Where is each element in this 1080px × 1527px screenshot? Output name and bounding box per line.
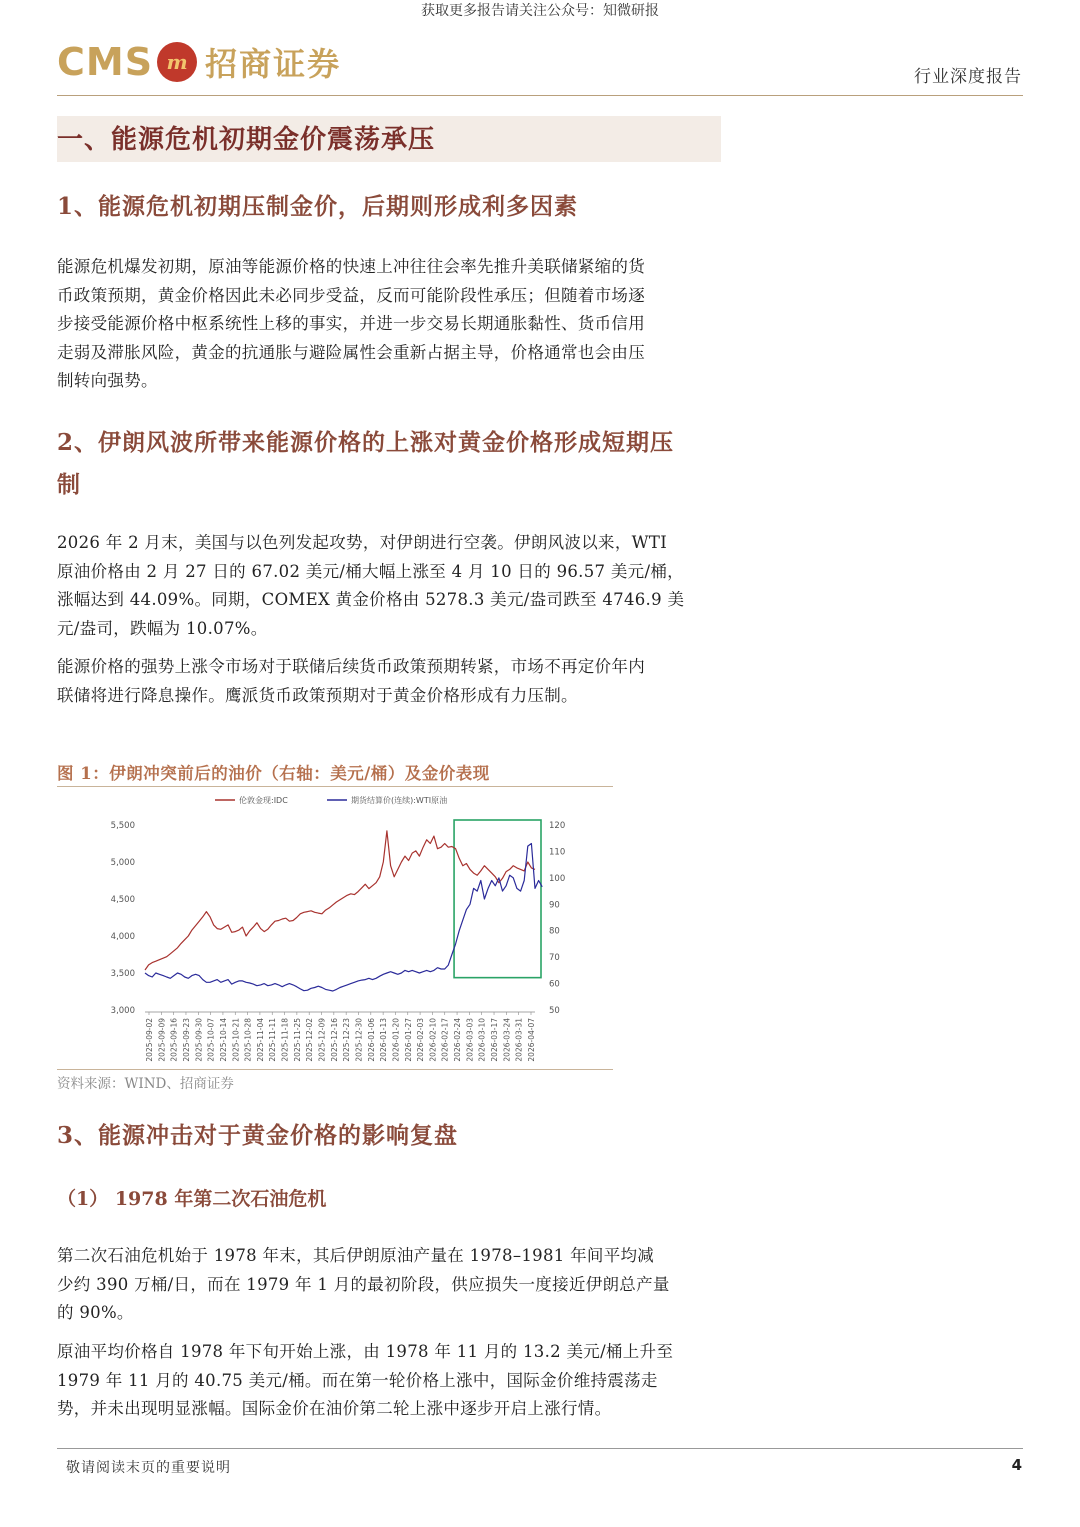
footer-divider <box>57 1448 1023 1449</box>
y-right-tick-label: 100 <box>549 873 566 884</box>
x-tick-label: 2025-10-14 <box>218 1018 228 1062</box>
x-tick-label: 2026-02-24 <box>453 1018 463 1062</box>
section-banner <box>57 116 721 162</box>
series-line-gold <box>145 831 535 970</box>
logo-badge-icon: m <box>157 42 197 82</box>
y-right-tick-label: 90 <box>549 900 560 911</box>
y-axis-left <box>111 821 135 1016</box>
x-tick-label: 2026-01-27 <box>403 1018 413 1062</box>
x-tick-label: 2026-02-10 <box>428 1018 438 1062</box>
legend-label-oil: 期货结算价(连续):WTI原油 <box>351 796 448 805</box>
paragraph-line: 1979 年 11 月的 40.75 美元/桶。而在第一轮价格上涨中，国际金价维持震荡走 <box>57 1370 658 1390</box>
y-left-tick-label: 3,500 <box>110 969 135 979</box>
x-tick-label: 2026-03-17 <box>490 1018 500 1062</box>
paragraph-line: 少约 390 万桶/日，而在 1979 年 1 月的最初阶段，供应损失一度接近伊朗总产量 <box>57 1274 670 1294</box>
x-tick-label: 2025-12-23 <box>342 1018 352 1062</box>
x-tick-label: 2025-10-28 <box>243 1018 253 1062</box>
y-left-tick-label: 5,500 <box>110 821 135 831</box>
paragraph-line: 的 90%。 <box>57 1303 134 1322</box>
heading-line: 2、伊朗风波所带来能源价格的上涨对黄金价格形成短期压 <box>57 429 675 456</box>
subheading-1: （1） 1978 年第二次石油危机 <box>57 1188 327 1210</box>
x-tick-label: 2025-11-11 <box>268 1018 278 1062</box>
y-right-tick-label: 120 <box>549 821 566 831</box>
document-type: 行业深度报告 <box>914 67 1022 87</box>
paragraph-line: 联储将进行降息操作。鹰派货币政策预期对于黄金价格形成有力压制。 <box>57 685 578 705</box>
x-tick-label: 2025-12-16 <box>329 1018 339 1062</box>
paragraph-line: 制转向强势。 <box>57 371 158 390</box>
y-right-tick-label: 70 <box>549 953 560 964</box>
logo-latin: CMS <box>57 40 154 84</box>
x-tick-label: 2026-03-24 <box>502 1018 512 1062</box>
page-number: 4 <box>1011 1456 1022 1474</box>
plot-area <box>145 820 542 991</box>
x-tick-label: 2026-03-10 <box>477 1018 487 1062</box>
y-left-tick-label: 3,000 <box>110 1006 135 1016</box>
figure-title: 图 1：伊朗冲突前后的油价（右轴：美元/桶）及金价表现 <box>57 764 490 783</box>
paragraph-line: 币政策预期，黄金价格因此未必同步受益，反而可能阶段性承压；但随着市场逐 <box>57 285 645 305</box>
paragraph-4 <box>57 1242 719 1328</box>
heading-line: 制 <box>57 471 81 498</box>
figure-bottom-rule <box>57 1069 613 1070</box>
paragraph-line: 步接受能源价格中枢系统性上移的事实，并进一步交易长期通胀黏性、货币信用 <box>57 314 645 333</box>
x-tick-label: 2026-02-03 <box>416 1018 426 1062</box>
y-left-tick-label: 4,500 <box>110 895 135 905</box>
x-axis <box>145 1012 536 1062</box>
y-right-tick-label: 60 <box>549 979 560 990</box>
chart-legend <box>215 795 447 805</box>
paragraph-line: 元/盎司，跌幅为 10.07%。 <box>57 618 268 638</box>
x-tick-label: 2025-11-18 <box>280 1018 290 1062</box>
legend-label-gold: 伦敦金现:IDC <box>239 796 288 805</box>
heading-1: 1、能源危机初期压制金价，后期则形成利多因素 <box>57 193 579 220</box>
heading-2 <box>57 422 674 506</box>
paragraph-1 <box>57 253 719 396</box>
x-tick-label: 2026-01-13 <box>379 1018 389 1062</box>
section-title: 一、能源危机初期金价震荡承压 <box>57 125 436 155</box>
figure-source: 资料来源：WIND、招商证券 <box>57 1076 234 1092</box>
highlight-box <box>454 820 541 978</box>
footer-note: 敬请阅读末页的重要说明 <box>66 1460 231 1476</box>
x-tick-label: 2026-01-20 <box>391 1018 401 1062</box>
header-divider <box>57 95 1023 96</box>
series-line-oil <box>145 844 542 992</box>
x-tick-label: 2025-12-09 <box>317 1018 327 1062</box>
x-tick-label: 2025-11-04 <box>255 1018 265 1062</box>
x-tick-label: 2025-12-02 <box>305 1018 315 1062</box>
paragraph-line: 能源价格的强势上涨令市场对于联储后续货币政策预期转紧，市场不再定价年内 <box>57 657 645 676</box>
top-note: 获取更多报告请关注公众号：知微研报 <box>421 3 659 19</box>
x-tick-label: 2025-09-30 <box>194 1018 204 1062</box>
paragraph-line: 能源危机爆发初期，原油等能源价格的快速上冲往往会率先推升美联储紧缩的货 <box>57 257 645 276</box>
x-tick-label: 2025-11-25 <box>292 1018 302 1062</box>
x-tick-label: 2026-04-07 <box>527 1018 536 1062</box>
y-right-tick-label: 110 <box>549 847 566 858</box>
x-tick-label: 2025-09-09 <box>157 1018 167 1062</box>
x-tick-label: 2026-03-31 <box>514 1018 524 1062</box>
x-tick-label: 2025-12-30 <box>354 1018 364 1062</box>
x-tick-label: 2026-03-03 <box>465 1018 475 1062</box>
x-tick-label: 2025-09-02 <box>145 1018 154 1062</box>
y-axis-right <box>549 821 565 1016</box>
y-left-tick-label: 5,000 <box>110 858 135 868</box>
y-right-tick-label: 80 <box>549 926 560 937</box>
x-tick-label: 2026-02-17 <box>440 1018 450 1062</box>
logo-chinese: 招商证券 <box>205 45 342 83</box>
x-tick-label: 2025-09-23 <box>181 1018 191 1062</box>
paragraph-line: 2026 年 2 月末，美国与以色列发起攻势，对伊朗进行空袭。伊朗风波以来，WTI <box>57 533 668 552</box>
paragraph-line: 原油价格由 2 月 27 日的 67.02 美元/桶大幅上涨至 4 月 10 日的 96.57 美元/桶， <box>57 561 684 581</box>
paragraph-line: 走弱及滞胀风险，黄金的抗通胀与避险属性会重新占据主导，价格通常也会由压 <box>57 342 645 362</box>
paragraph-line: 涨幅达到 44.09%。同期，COMEX 黄金价格由 5278.3 美元/盎司跌至 4746.9 美 <box>57 590 685 609</box>
x-tick-label: 2026-01-06 <box>366 1018 376 1062</box>
figure-top-rule <box>57 786 613 787</box>
heading-3: 3、能源冲击对于黄金价格的影响复盘 <box>57 1122 459 1149</box>
paragraph-2 <box>57 529 719 643</box>
chart <box>57 788 613 1070</box>
x-tick-label: 2025-09-16 <box>169 1018 179 1062</box>
x-tick-label: 2025-10-07 <box>206 1018 216 1062</box>
paragraph-line: 原油平均价格自 1978 年下旬开始上涨，由 1978 年 11 月的 13.2 美元/桶上升至 <box>57 1342 674 1361</box>
paragraph-5 <box>57 1338 719 1424</box>
paragraph-3 <box>57 653 719 710</box>
y-right-tick-label: 50 <box>549 1006 560 1016</box>
paragraph-line: 第二次石油危机始于 1978 年末，其后伊朗原油产量在 1978–1981 年间平均减 <box>57 1246 655 1265</box>
y-left-tick-label: 4,000 <box>110 932 135 942</box>
company-logo <box>57 40 341 84</box>
x-tick-label: 2025-10-21 <box>231 1018 241 1062</box>
paragraph-line: 势，并未出现明显涨幅。国际金价在油价第二轮上涨中逐步开启上涨行情。 <box>57 1399 612 1418</box>
